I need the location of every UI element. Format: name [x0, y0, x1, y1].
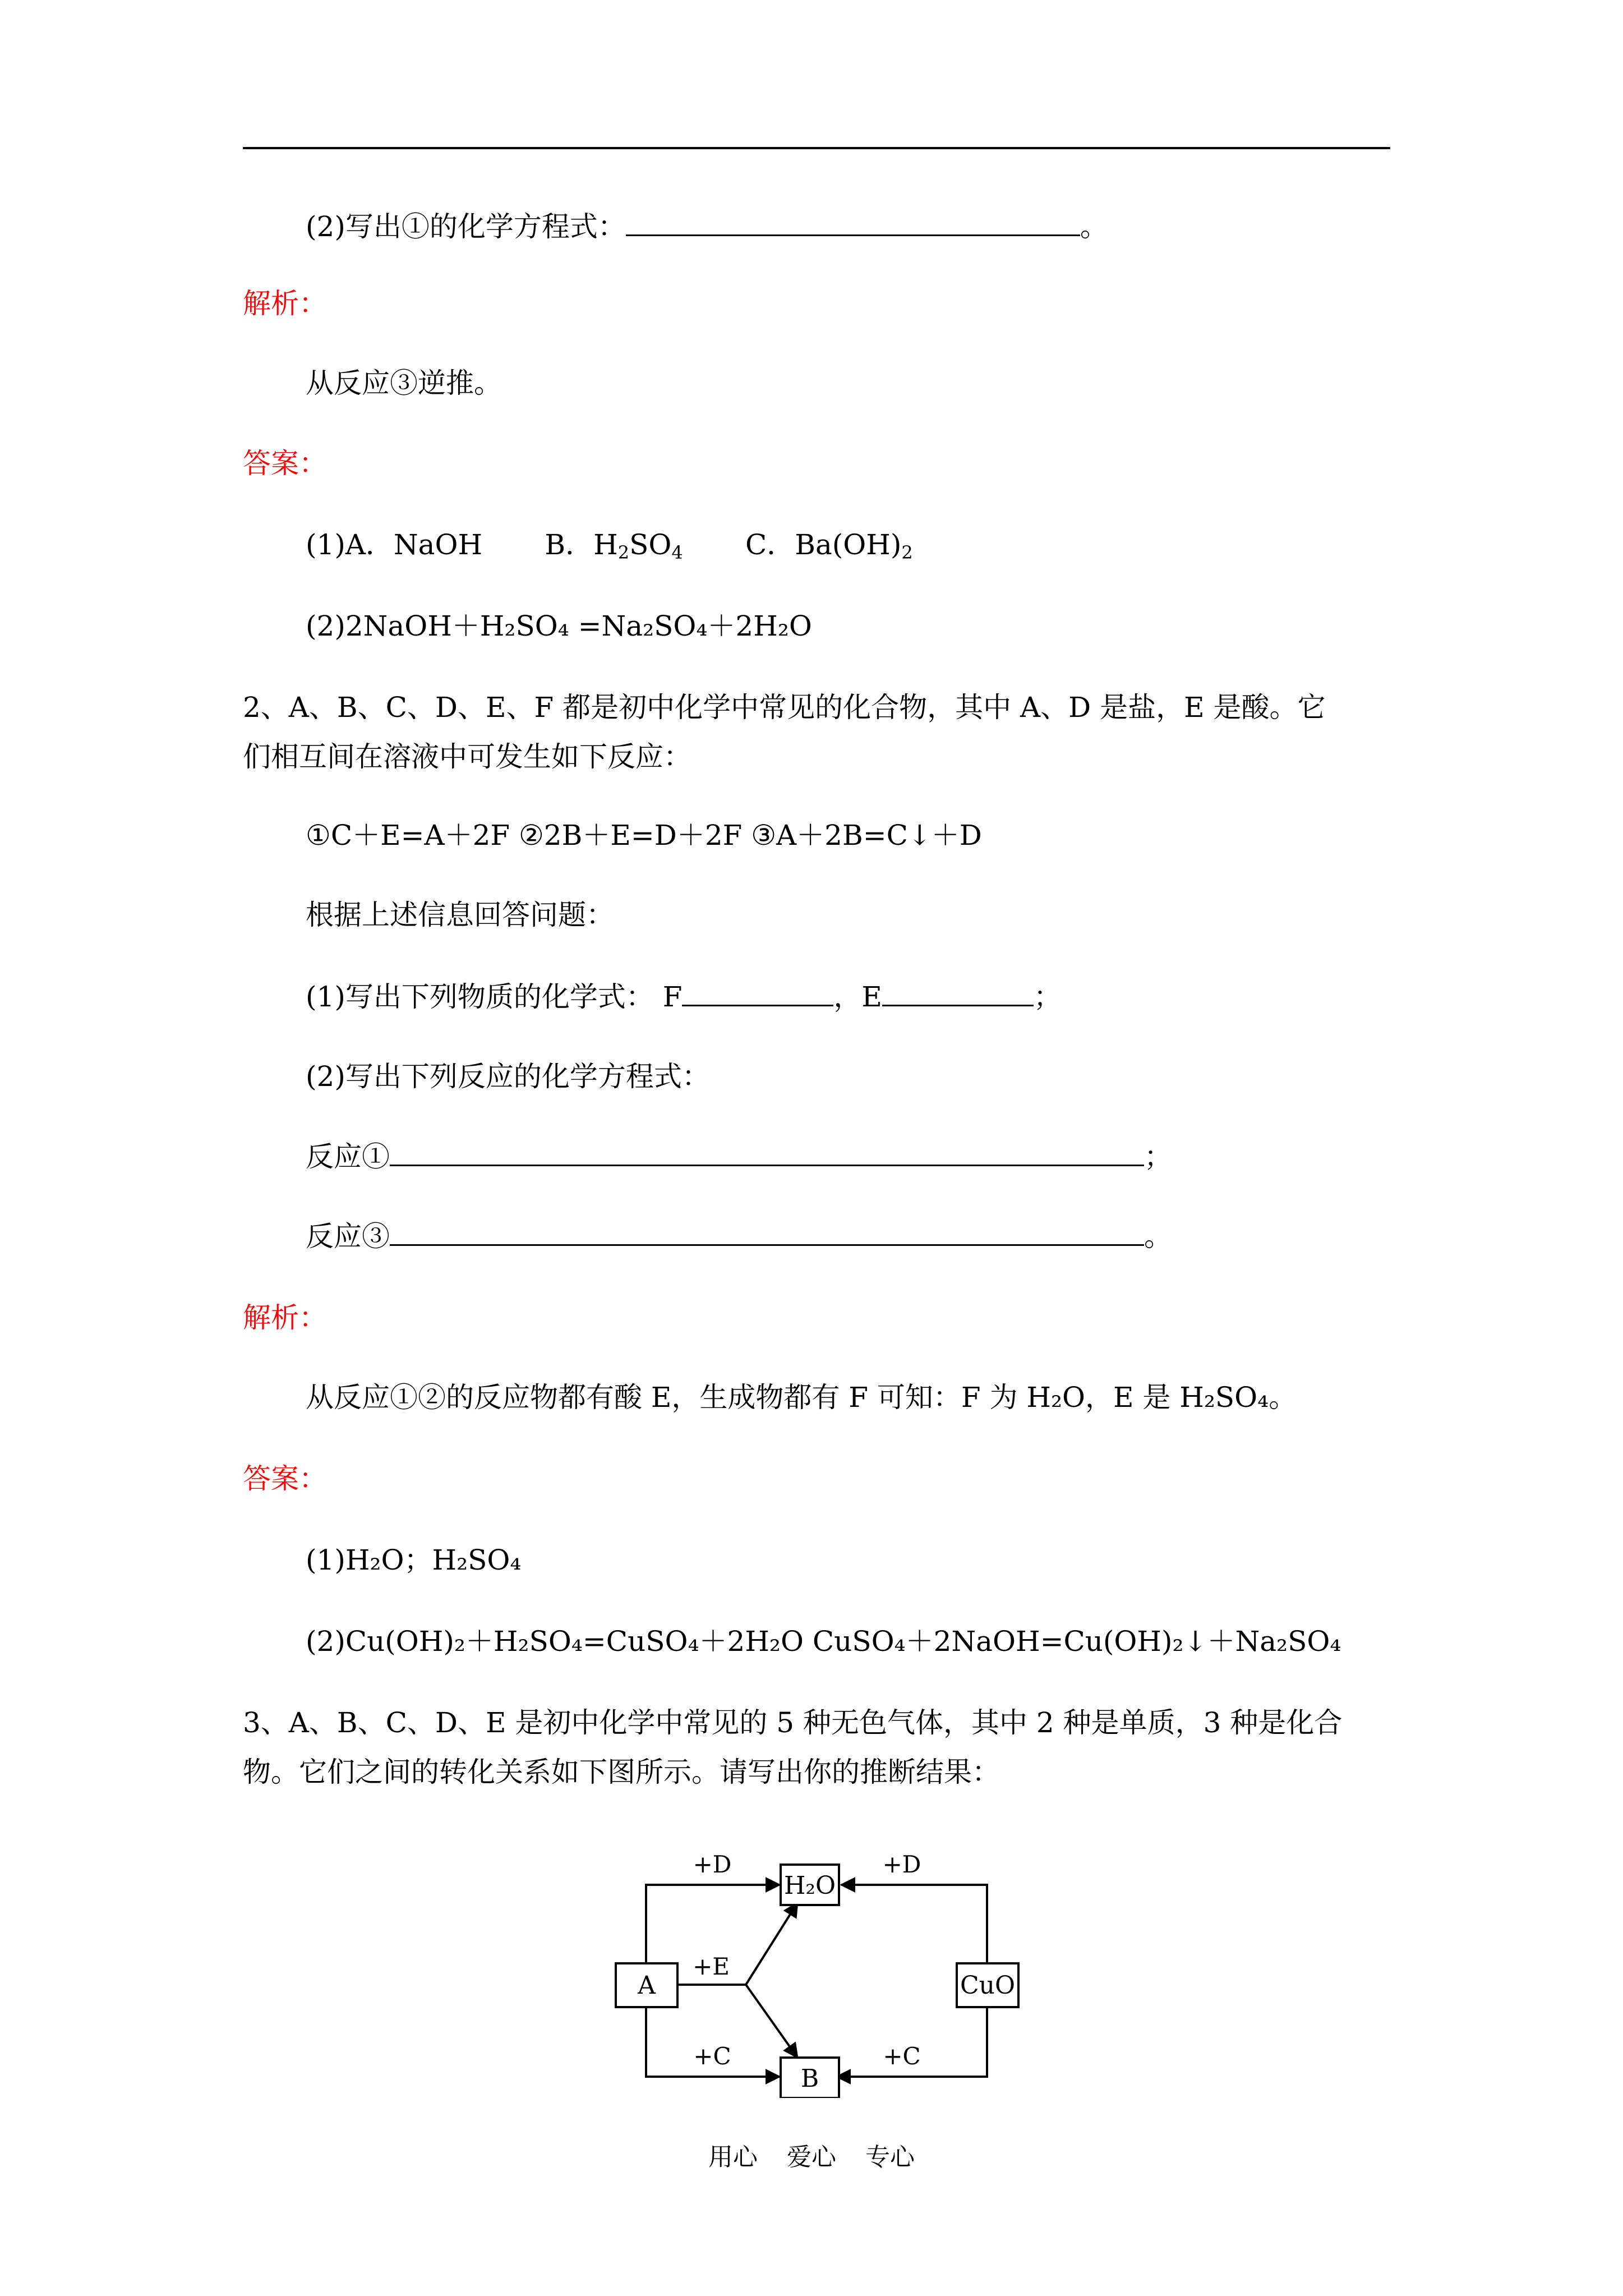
q2-reactions: ①C＋E=A＋2F ②2B＋E=D＋2F ③A＋2B=C↓＋D	[306, 819, 982, 852]
answer-blank[interactable]	[626, 209, 1080, 236]
label-b: B	[800, 2064, 819, 2093]
arrow-e-to-b	[746, 1985, 797, 2058]
q2-hint: 根据上述信息回答问题：	[306, 899, 614, 931]
q1-analysis: 从反应③逆推。	[306, 367, 502, 399]
q2-answer-2: (2)Cu(OH)₂＋H₂SO₄=CuSO₄＋2H₂O CuSO₄＋2NaOH=Cu(OH)₂↓＋Na₂SO₄	[306, 1625, 1341, 1658]
q2-answer-label: 答案：	[243, 1462, 327, 1495]
q3-stem-line1: 3、A、B、C、D、E 是初中化学中常见的 5 种无色气体，其中 2 种是单质，3 种是化合	[243, 1706, 1343, 1739]
arrow-e-to-h2o	[746, 1903, 797, 1985]
answer-blank-reaction1[interactable]	[390, 1139, 1144, 1166]
q1-analysis-label: 解析：	[243, 287, 327, 320]
answer-blank-e[interactable]	[882, 979, 1034, 1006]
q2-reaction3: 反应③ 。	[306, 1218, 1172, 1254]
footer-word-1: 用心	[708, 2143, 758, 2171]
label-plus-c-right: +C	[883, 2042, 921, 2070]
label-h2o: H₂O	[783, 1871, 836, 1900]
label-plus-d-left: +D	[693, 1851, 732, 1878]
q2-reaction1: 反应① ；	[306, 1139, 1172, 1174]
label-plus-e: +E	[693, 1953, 730, 1980]
q2-stem-line1: 2、A、B、C、D、E、F 都是初中化学中常见的化合物，其中 A、D 是盐，E 是酸。它	[243, 691, 1326, 724]
header-rule	[243, 147, 1390, 149]
q1-answer-1: (1)A．NaOH B．$H_2SO_4$ C．$Ba(OH)_2$	[306, 528, 913, 563]
q2-part1: (1)写出下列物质的化学式： F ，E ；	[306, 979, 1062, 1014]
q3-stem-line2: 物。它们之间的转化关系如下图所示。请写出你的推断结果：	[243, 1756, 1000, 1788]
label-plus-d-right: +D	[882, 1851, 921, 1878]
q2-part2: (2)写出下列反应的化学方程式：	[306, 1060, 710, 1093]
answer-blank-f[interactable]	[682, 979, 833, 1006]
q2-stem-line2: 们相互间在溶液中可发生如下反应：	[243, 740, 691, 773]
footer-word-2: 爱心	[787, 2143, 836, 2171]
q2-analysis-label: 解析：	[243, 1301, 327, 1334]
q1-answer-label: 答案：	[243, 447, 327, 480]
footer-word-3: 专心	[865, 2143, 915, 2171]
arrow-cuo-to-h2o	[841, 1885, 987, 1963]
q2-analysis: 从反应①②的反应物都有酸 E，生成物都有 F 可知：F 为 H₂O，E 是 H₂SO₄。	[306, 1381, 1297, 1414]
label-cuo: CuO	[960, 1971, 1016, 2000]
q1-answer-2: (2)2NaOH＋H₂SO₄ =Na₂SO₄＋2H₂O	[306, 610, 812, 642]
answer-blank-reaction3[interactable]	[390, 1218, 1144, 1246]
page-footer	[0, 2142, 1623, 2173]
q2-answer-1: (1)H₂O；H₂SO₄	[306, 1544, 522, 1576]
label-a: A	[638, 1971, 656, 2000]
label-plus-c-left: +C	[693, 2042, 731, 2070]
arrow-a-to-h2o	[646, 1885, 780, 1963]
q1-part2: (2)写出①的化学方程式： 。	[306, 209, 1108, 244]
conversion-diagram	[606, 1840, 1032, 2098]
